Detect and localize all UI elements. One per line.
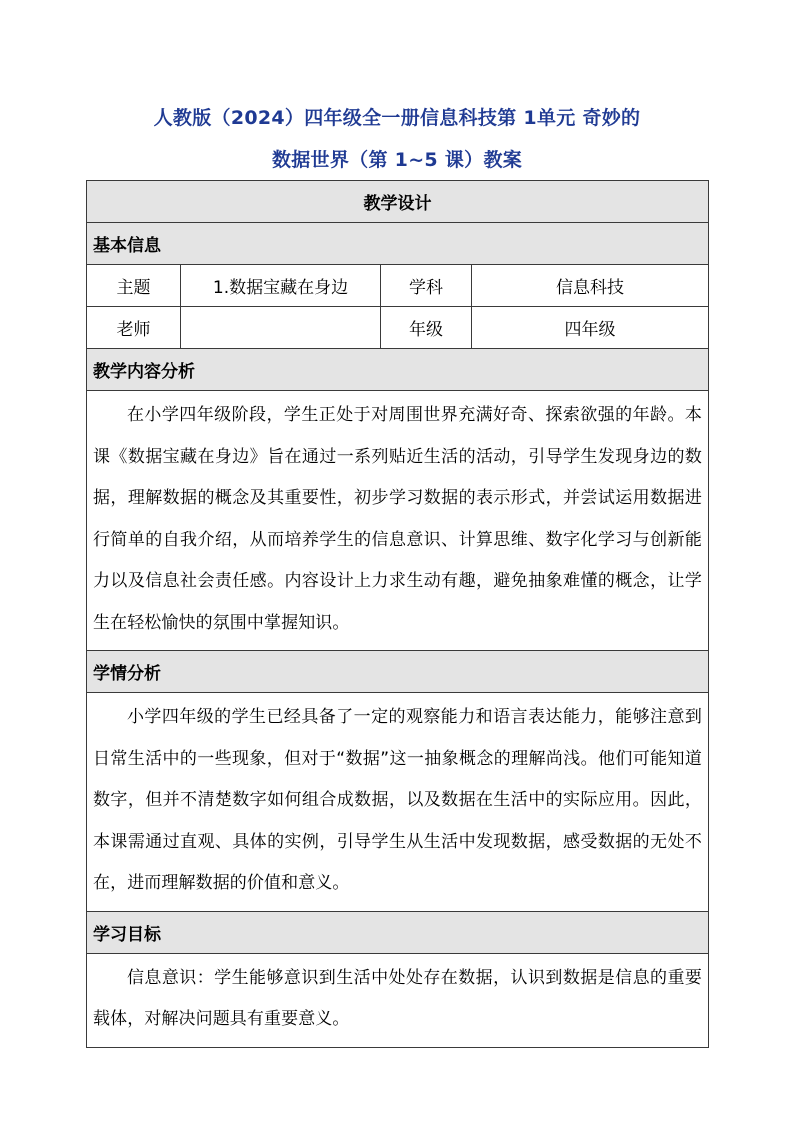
section-heading-basic-info: 基本信息 — [87, 223, 709, 265]
teacher-label: 老师 — [87, 307, 181, 349]
section-heading-student-analysis: 学情分析 — [87, 651, 709, 693]
subject-label: 学科 — [381, 265, 472, 307]
content-analysis-cell — [87, 391, 709, 651]
section-heading-content-analysis: 教学内容分析 — [87, 349, 709, 391]
table-header-teaching-design: 教学设计 — [87, 181, 709, 223]
grade-value: 四年级 — [472, 307, 709, 349]
objectives-cell — [87, 953, 709, 1047]
subject-value: 信息科技 — [472, 265, 709, 307]
content-analysis-text: 在小学四年级阶段，学生正处于对周围世界充满好奇、探索欲强的年龄。本课《数据宝藏在身边》旨在通过一系列贴近生活的活动，引导学生发现身边的数据，理解数据的概念及其重要性，初步学习数据的表示形式，并尝试运用数据进行简单的自我介绍，从而培养学生的信息意识、计算思维、数字化学习与创新能力以及信息社会责任感。内容设计上力求生动有趣，避免抽象难懂的概念，让学生在轻松愉快的氛围中掌握知识。 — [93, 405, 702, 633]
objectives-text: 信息意识：学生能够意识到生活中处处存在数据，认识到数据是信息的重要载体，对解决问题具有重要意义。 — [93, 967, 702, 1029]
student-analysis-text: 小学四年级的学生已经具备了一定的观察能力和语言表达能力，能够注意到日常生活中的一些现象，但对于“数据”这一抽象概念的理解尚浅。他们可能知道数字，但并不清楚数字如何组合成数据，以及数据在生活中的实际应用。因此，本课需通过直观、具体的实例，引导学生从生活中发现数据，感受数据的无处不在，进而理解数据的价值和意义。 — [93, 707, 702, 893]
topic-label: 主题 — [87, 265, 181, 307]
student-analysis-cell — [87, 693, 709, 912]
lesson-plan-table — [86, 180, 709, 1048]
document-title-line-1: 人教版（2024）四年级全一册信息科技第 1单元 奇妙的 — [153, 107, 641, 129]
topic-value: 1.数据宝藏在身边 — [181, 265, 381, 307]
teacher-value — [181, 307, 381, 349]
grade-label: 年级 — [381, 307, 472, 349]
document-title-line-2: 数据世界（第 1~5 课）教案 — [271, 149, 523, 171]
section-heading-objectives: 学习目标 — [87, 911, 709, 953]
